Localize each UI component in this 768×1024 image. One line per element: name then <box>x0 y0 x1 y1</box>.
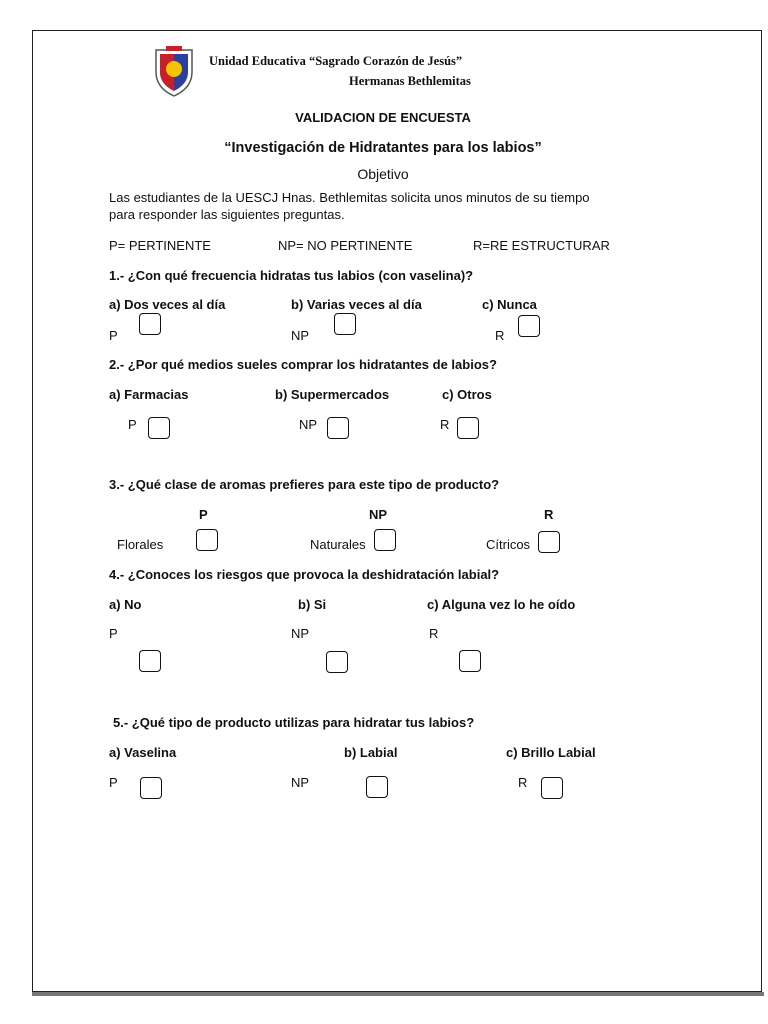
q4-option-b: b) Si <box>298 597 327 612</box>
q2-mark-np: NP <box>299 417 318 432</box>
q5-mark-np: NP <box>291 775 310 790</box>
q3-checkbox-citricos[interactable] <box>538 531 560 553</box>
q1-option-c: c) Nunca <box>482 297 537 312</box>
survey-subtitle: “Investigación de Hidratantes para los labios” <box>224 140 542 156</box>
q1-checkbox-p[interactable] <box>139 313 161 335</box>
q3-checkbox-florales[interactable] <box>196 529 218 551</box>
q1-option-b: b) Varias veces al día <box>291 297 422 312</box>
q2-mark-r: R <box>440 417 450 432</box>
school-crest-icon <box>150 42 198 98</box>
q2-option-a: a) Farmacias <box>109 387 189 402</box>
q4-mark-p: P <box>109 626 118 641</box>
q2-option-c: c) Otros <box>442 387 492 402</box>
congregation-name: Hermanas Bethlemitas <box>349 74 471 88</box>
q4-option-a: a) No <box>109 597 142 612</box>
q5-option-b: b) Labial <box>344 745 398 760</box>
q2-checkbox-p[interactable] <box>148 417 170 439</box>
q4-mark-r: R <box>429 626 439 641</box>
q1-option-a: a) Dos veces al día <box>109 297 226 312</box>
q3-option-citricos: Cítricos <box>486 537 531 552</box>
q5-mark-p: P <box>109 775 118 790</box>
page-title: VALIDACION DE ENCUESTA <box>295 110 471 125</box>
objective-label: Objetivo <box>357 166 409 182</box>
q4-mark-np: NP <box>291 626 310 641</box>
q4-checkbox-np[interactable] <box>326 651 348 673</box>
q1-checkbox-np[interactable] <box>334 313 356 335</box>
legend-r: R=RE ESTRUCTURAR <box>473 238 610 253</box>
q5-checkbox-np[interactable] <box>366 776 388 798</box>
q3-mark-r: R <box>544 507 554 522</box>
q1-mark-r: R <box>495 328 505 343</box>
page-shadow <box>32 992 764 996</box>
q5-option-c: c) Brillo Labial <box>506 745 596 760</box>
q1-mark-np: NP <box>291 328 310 343</box>
school-name: Unidad Educativa “Sagrado Corazón de Jesús” <box>209 54 463 68</box>
question-4: 4.- ¿Conoces los riesgos que provoca la deshidratación labial? <box>109 567 500 582</box>
q5-checkbox-r[interactable] <box>541 777 563 799</box>
q3-checkbox-naturales[interactable] <box>374 529 396 551</box>
q2-mark-p: P <box>128 417 137 432</box>
q2-checkbox-r[interactable] <box>457 417 479 439</box>
intro-line-1: Las estudiantes de la UESCJ Hnas. Bethlemitas solicita unos minutos de su tiempo <box>109 190 590 205</box>
q5-checkbox-p[interactable] <box>140 777 162 799</box>
q4-checkbox-p[interactable] <box>139 650 161 672</box>
q3-mark-np: NP <box>369 507 388 522</box>
q3-option-naturales: Naturales <box>310 537 366 552</box>
q4-option-c: c) Alguna vez lo he oído <box>427 597 576 612</box>
q3-option-florales: Florales <box>117 537 164 552</box>
intro-line-2: para responder las siguientes preguntas. <box>109 207 345 222</box>
q5-option-a: a) Vaselina <box>109 745 177 760</box>
legend-np: NP= NO PERTINENTE <box>278 238 413 253</box>
question-3: 3.- ¿Qué clase de aromas prefieres para este tipo de producto? <box>109 477 500 492</box>
legend-p: P= PERTINENTE <box>109 238 211 253</box>
question-2: 2.- ¿Por qué medios sueles comprar los hidratantes de labios? <box>109 357 497 372</box>
question-5: 5.- ¿Qué tipo de producto utilizas para hidratar tus labios? <box>113 715 475 730</box>
q4-checkbox-r[interactable] <box>459 650 481 672</box>
q1-mark-p: P <box>109 328 118 343</box>
q5-mark-r: R <box>518 775 528 790</box>
q2-checkbox-np[interactable] <box>327 417 349 439</box>
q1-checkbox-r[interactable] <box>518 315 540 337</box>
q2-option-b: b) Supermercados <box>275 387 390 402</box>
question-1: 1.- ¿Con qué frecuencia hidratas tus labios (con vaselina)? <box>109 268 474 283</box>
q3-mark-p: P <box>199 507 208 522</box>
